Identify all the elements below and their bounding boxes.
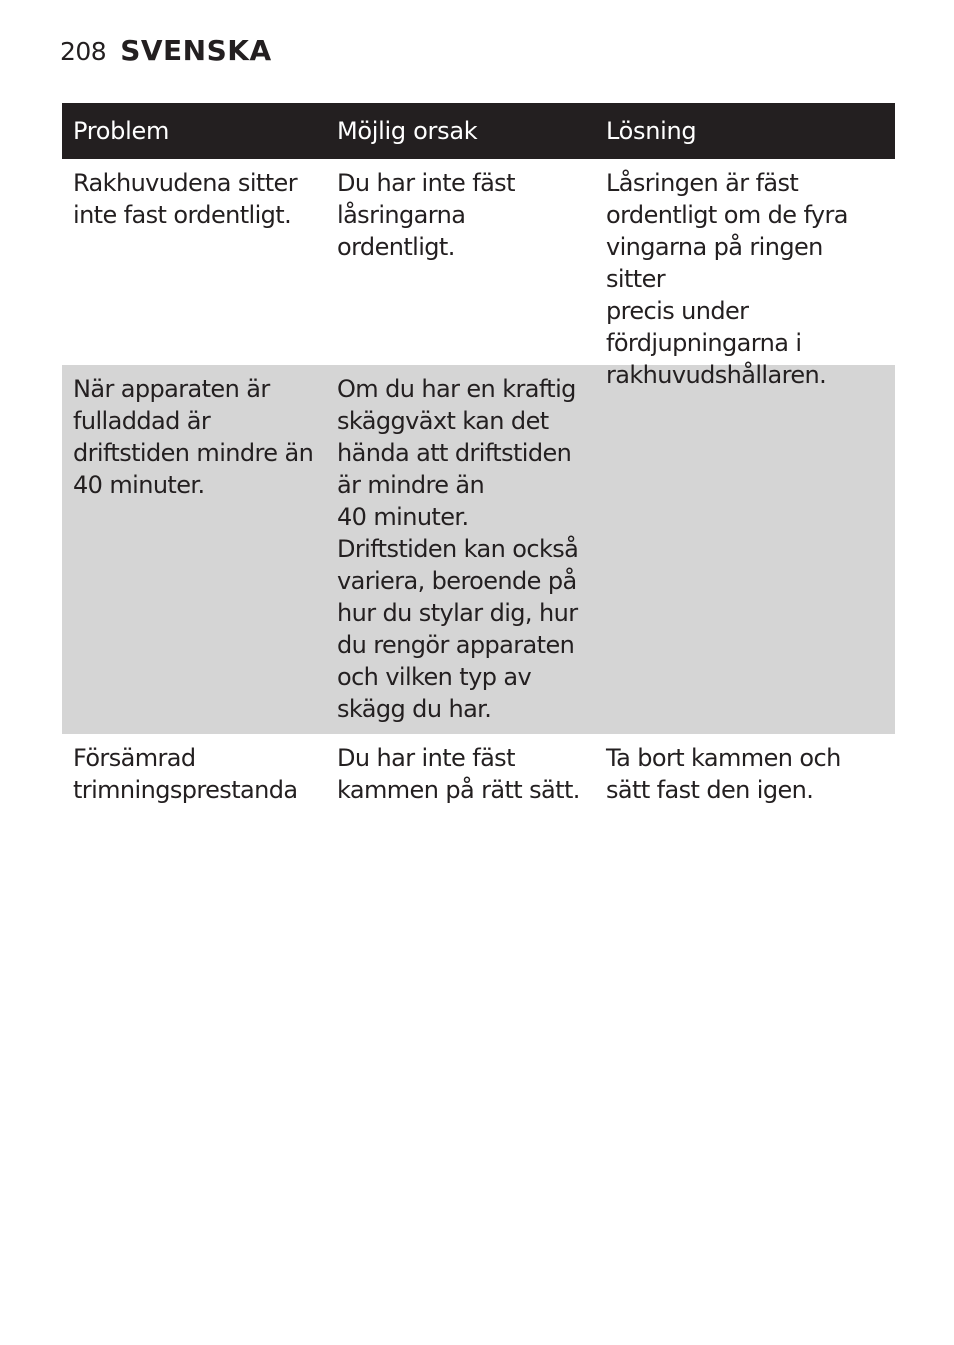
problem-cell: När apparaten är fulladdad är driftstiden mindre än 40 minuter. [73,375,314,499]
table-header-row [62,103,895,159]
page-number: 208 [60,37,107,66]
table-row [62,365,895,734]
section-title: SVENSKA [120,34,272,67]
troubleshooting-table [62,103,895,814]
table-row [62,159,895,389]
cause-cell: Om du har en kraftig skäggväxt kan det hända att driftstiden är mindre än 40 minuter. Driftstiden kan också variera, beroende på hur du stylar dig, hur du rengör apparaten och vilken typ av skägg du har. [337,375,579,723]
problem-cell: Försämrad trimningsprestanda [73,744,298,804]
column-header-solution: Lösning [606,117,697,145]
solution-cell: Låsringen är fäst ordentligt om de fyra vingarna på ringen sitter precis under fördjupningarna i rakhuvudshållaren. [606,169,848,389]
column-header-problem: Problem [73,117,170,145]
column-header-cause: Möjlig orsak [337,117,478,145]
table-row [62,734,895,814]
solution-cell [595,365,895,734]
cause-cell: Du har inte fäst kammen på rätt sätt. [337,744,580,804]
solution-cell: Ta bort kammen och sätt fast den igen. [606,744,841,804]
page-header [60,34,272,74]
cause-cell: Du har inte fäst låsringarna ordentligt. [337,169,515,261]
problem-cell: Rakhuvudena sitter inte fast ordentligt. [73,169,297,229]
